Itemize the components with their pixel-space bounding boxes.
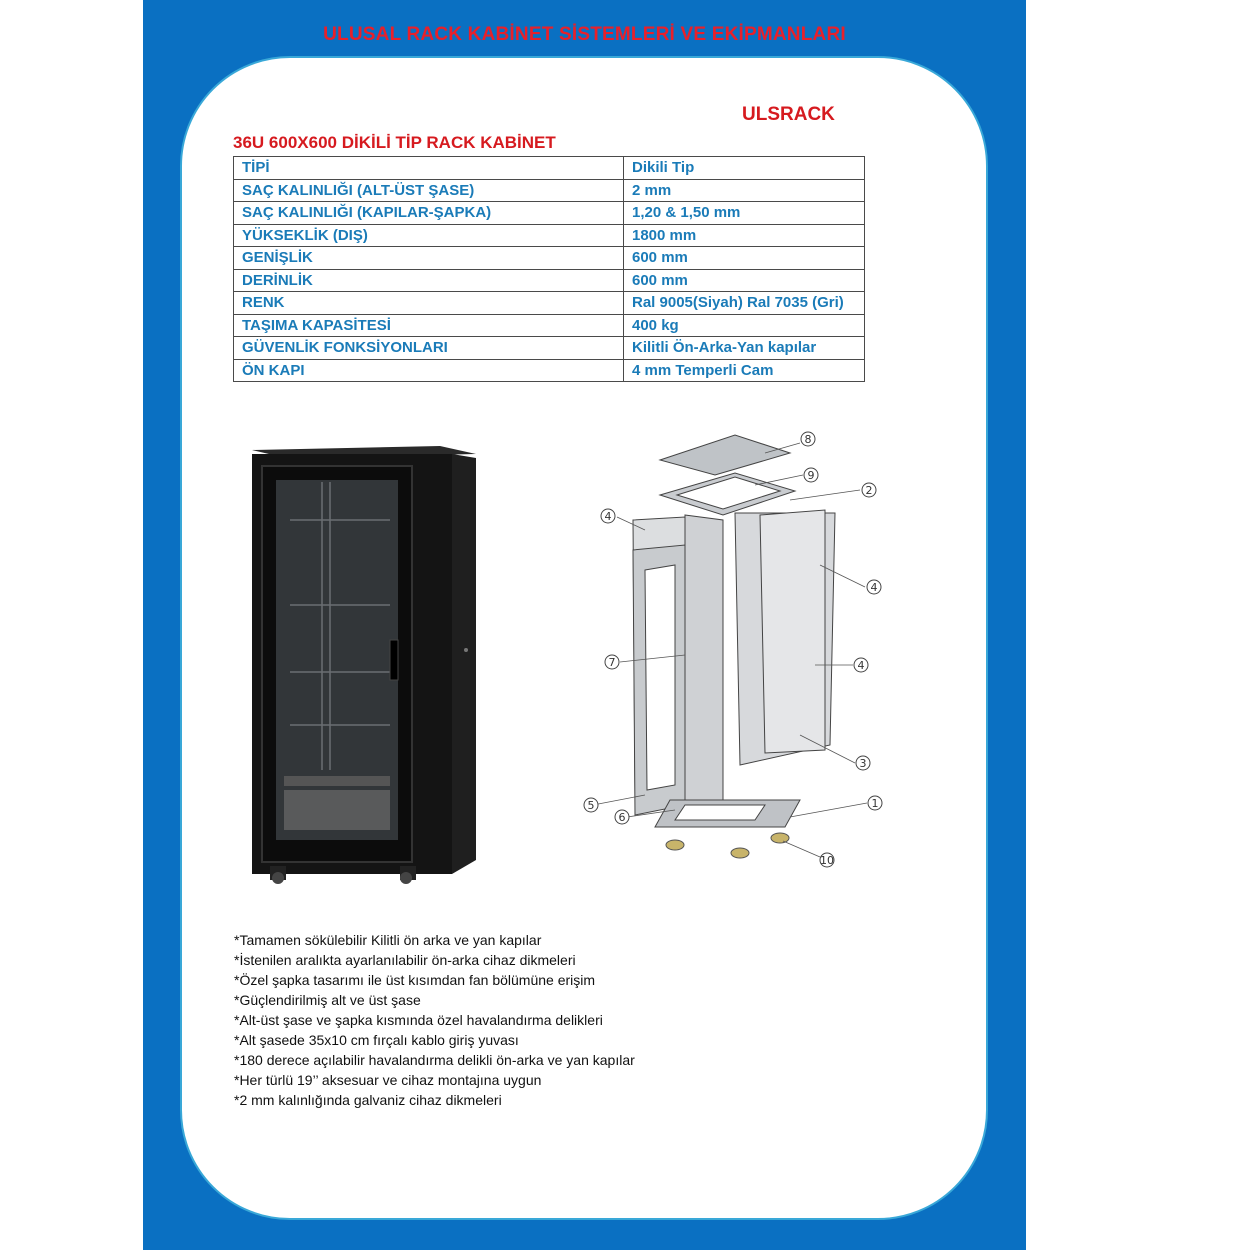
feature-item: *İstenilen aralıkta ayarlanılabilir ön-arka cihaz dikmeleri (234, 952, 576, 968)
feature-item: *Özel şapka tasarımı ile üst kısımdan fan bölümüne erişim (234, 972, 596, 988)
exploded-diagram (575, 425, 895, 875)
spec-value: 600 mm (624, 247, 865, 270)
callout-number: 4 (870, 581, 878, 594)
spec-row (234, 269, 865, 292)
callout-number: 4 (857, 659, 865, 672)
spec-key: GENİŞLİK (234, 247, 624, 270)
feature-item: *Her türlü 19’’ aksesuar ve cihaz montajına uygun (234, 1072, 542, 1088)
feature-item: *Güçlendirilmiş alt ve üst şase (234, 992, 421, 1008)
spec-value: 4 mm Temperli Cam (624, 359, 865, 382)
spec-value: 600 mm (624, 269, 865, 292)
callout-number: 5 (587, 799, 595, 812)
callout-number: 6 (618, 811, 626, 824)
spec-row (234, 359, 865, 382)
spec-row (234, 292, 865, 315)
spec-key: RENK (234, 292, 624, 315)
product-title: 36U 600X600 DİKİLİ TİP RACK KABİNET (233, 133, 556, 152)
spec-key: SAÇ KALINLIĞI (ALT-ÜST ŞASE) (234, 179, 624, 202)
brand-name: ULSRACK (742, 104, 835, 125)
spec-row (234, 157, 865, 180)
spec-value: Ral 9005(Siyah) Ral 7035 (Gri) (624, 292, 865, 315)
spec-key: TİPİ (234, 157, 624, 180)
spec-key: GÜVENLİK FONKSİYONLARI (234, 337, 624, 360)
header-title: ULUSAL RACK KABİNET SİSTEMLERİ VE EKİPMANLARI (323, 24, 846, 45)
spec-value: Dikili Tip (624, 157, 865, 180)
spec-key: DERİNLİK (234, 269, 624, 292)
feature-item: *2 mm kalınlığında galvaniz cihaz dikmeleri (234, 1092, 502, 1108)
spec-row (234, 314, 865, 337)
callout-number: 3 (859, 757, 867, 770)
spec-value: 1,20 & 1,50 mm (624, 202, 865, 225)
feature-item: *180 derece açılabilir havalandırma delikli ön-arka ve yan kapılar (234, 1052, 635, 1068)
rack-cabinet-photo (240, 440, 490, 888)
callout-number: 7 (608, 656, 616, 669)
callout-number: 9 (807, 469, 815, 482)
callout-number: 8 (804, 433, 812, 446)
spec-value: 2 mm (624, 179, 865, 202)
spec-value: Kilitli Ön-Arka-Yan kapılar (624, 337, 865, 360)
spec-value: 400 kg (624, 314, 865, 337)
spec-key: ÖN KAPI (234, 359, 624, 382)
spec-row (234, 179, 865, 202)
spec-value: 1800 mm (624, 224, 865, 247)
spec-row (234, 247, 865, 270)
spec-key: YÜKSEKLİK (DIŞ) (234, 224, 624, 247)
spec-row (234, 337, 865, 360)
spec-key: TAŞIMA KAPASİTESİ (234, 314, 624, 337)
spec-key: SAÇ KALINLIĞI (KAPILAR-ŞAPKA) (234, 202, 624, 225)
callout-number: 4 (604, 510, 612, 523)
spec-table (233, 156, 865, 382)
feature-item: *Alt-üst şase ve şapka kısmında özel havalandırma delikleri (234, 1012, 603, 1028)
feature-item: *Alt şasede 35x10 cm fırçalı kablo giriş yuvası (234, 1032, 519, 1048)
feature-list (234, 930, 635, 1110)
callout-number: 10 (820, 854, 834, 867)
callout-number: 1 (871, 797, 879, 810)
feature-item: *Tamamen sökülebilir Kilitli ön arka ve yan kapılar (234, 932, 542, 948)
callout-number: 2 (865, 484, 873, 497)
spec-row (234, 224, 865, 247)
spec-row (234, 202, 865, 225)
